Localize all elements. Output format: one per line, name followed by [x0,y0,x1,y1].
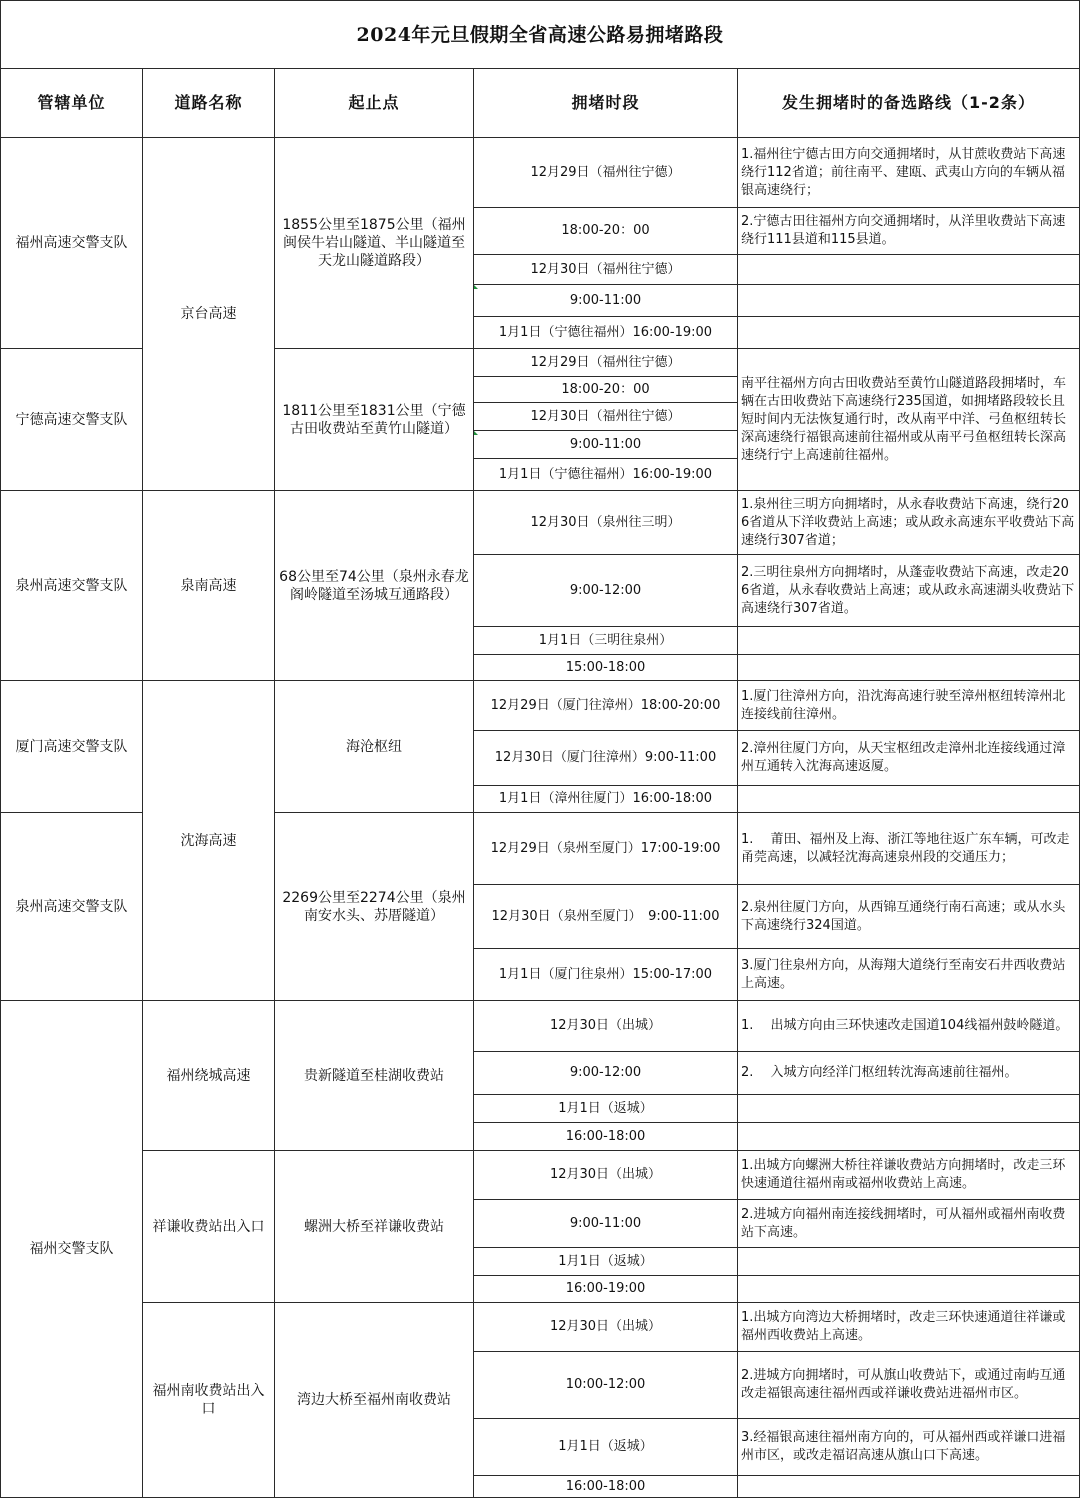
route-cell [738,949,1079,1000]
section-cell [275,138,473,348]
route-cell-text: 3.厦门往泉州方向，从海翔大道绕行至南安石井西收费站上高速。 [741,957,1066,991]
section-cell [275,349,473,490]
period-cell-text: 12月29日（福州往宁德） [530,354,681,370]
period-cell-text: 16:00-18:00 [565,1478,646,1494]
header-route: 发生拥堵时的备选路线（1-2条） [782,93,1035,112]
period-cell [474,377,737,402]
period-cell [474,208,737,254]
section-cell-text: 1811公里至1831公里（宁德古田收费站至黄竹山隧道） [282,402,466,437]
route-cell-text: 1.泉州往三明方向拥堵时，从永春收费站下高速，绕行206省道从下洋收费站上高速；或从政永高速东平收费站下高速绕行307省道； [741,496,1075,548]
grid-line [737,1122,1080,1123]
grid-line [0,1000,143,1001]
period-cell-text: 12月30日（泉州至厦门） 9:00-11:00 [491,908,720,924]
grid-line [737,490,1080,491]
unit-cell [1,491,142,680]
period-cell [474,885,737,948]
period-cell-text: 10:00-12:00 [565,1377,646,1392]
grid-line [473,785,738,786]
road-cell [143,681,274,1000]
grid-line [142,1150,275,1151]
period-cell-text: 16:00-18:00 [565,1128,646,1144]
period-cell [474,491,737,554]
grid-line [737,1094,1080,1095]
period-cell [474,1303,737,1351]
period-cell [474,459,737,490]
section-cell-text: 海沧枢纽 [346,738,402,755]
route-cell-text: 2.进城方向拥堵时，可从旗山收费站下，或通过南屿互通改走福银高速往福州西或祥谦收费站进福州市区。 [741,1368,1066,1401]
period-cell [474,813,737,884]
grid-line [274,490,474,491]
road-cell [143,491,274,680]
unit-cell-text: 泉州高速交警支队 [15,898,128,915]
grid-line [274,348,474,349]
road-cell-text: 沈海高速 [180,832,237,849]
period-cell-text: 18:00-20：00 [561,381,650,397]
cell-comment-marker [474,285,478,289]
grid-line [473,1475,738,1476]
period-cell [474,1151,737,1199]
road-cell-text: 福州绕城高速 [166,1067,251,1084]
period-cell [474,1200,737,1247]
period-cell [474,1276,737,1302]
period-cell [474,317,737,348]
route-cell-text: 南平往福州方向古田收费站至黄竹山隧道路段拥堵时，车辆在古田收费站下高速绕行235国道，如拥堵路段较长且短时间内无法恢复通行时，改从南平中洋、弓鱼枢纽转长深高速绕行福银高速前往福州或从南平弓鱼枢纽转长深高速绕行宁上高速前往福州。 [741,375,1067,463]
grid-line [737,884,1080,885]
grid-line [737,626,1080,627]
unit-cell-text: 福州高速交警支队 [15,235,128,251]
road-cell-text: 祥谦收费站出入口 [152,1218,265,1235]
grid-line [473,402,738,403]
route-cell-text: 3.经福银高速往福州南方向的，可从福州西或祥谦口进福州市区，或改走福诏高速从旗山口下高速。 [741,1430,1066,1463]
route-cell-text: 2.泉州往厦门方向，从西锦互通绕行南石高速；或从水头下高速绕行324国道。 [741,899,1066,933]
road-cell [143,1151,274,1302]
grid-line [473,812,738,813]
period-cell [474,1123,737,1150]
grid-line [737,654,1080,655]
section-cell [275,1001,473,1150]
period-cell [474,1476,737,1497]
grid-line [737,948,1080,949]
grid-line [737,316,1080,317]
period-cell-text: 12月29日（福州往宁德） [530,164,681,180]
grid-line [142,1000,275,1001]
grid-line [473,1302,738,1303]
grid-line [473,207,738,208]
section-cell-text: 68公里至74公里（泉州永春龙阁岭隧道至汤城互通路段） [279,568,469,603]
period-cell-text: 12月30日（泉州往三明） [530,514,681,530]
period-cell-text: 12月29日（泉州至厦门）17:00-19:00 [490,840,721,856]
grid-line [274,1000,474,1001]
grid-line [473,654,738,655]
header-section: 起止点 [348,93,400,112]
period-cell-text: 1月1日（返城） [558,1100,653,1116]
header-period: 拥堵时段 [571,93,640,112]
route-cell-text: 2.漳州往厦门方向，从天宝枢纽改走漳州北连接线通过漳州互通转入沈海高速返厦。 [741,741,1066,774]
grid-line [473,948,738,949]
grid-line [737,1247,1080,1248]
route-cell [738,138,1079,207]
grid-line [473,1418,738,1419]
period-cell [474,1052,737,1094]
route-cell [738,208,1079,254]
grid-line [473,1247,738,1248]
route-cell [738,885,1079,948]
period-cell-text: 9:00-11:00 [569,1215,642,1231]
period-cell-text: 1月1日（三明往泉州） [538,632,673,648]
period-cell-text: 1月1日（厦门往泉州）15:00-17:00 [498,966,713,982]
period-cell [474,555,737,626]
route-cell [738,555,1079,626]
grid-line [473,458,738,459]
period-cell-text: 1月1日（返城） [558,1253,653,1269]
period-cell-text: 18:00-20：00 [561,223,650,238]
grid-line [142,1302,275,1303]
period-cell [474,349,737,376]
period-cell [474,1095,737,1122]
unit-cell-text: 厦门高速交警支队 [15,738,128,755]
unit-cell [1,138,142,348]
route-cell [738,491,1079,554]
period-cell [474,786,737,812]
section-cell-text: 湾边大桥至福州南收费站 [297,1392,451,1408]
grid-line [473,284,738,285]
grid-line [737,812,1080,813]
grid-line [737,554,1080,555]
grid-line [737,680,1080,681]
period-cell [474,1419,737,1475]
header-unit: 管辖单位 [37,93,106,112]
route-cell [738,1200,1079,1247]
unit-cell [1,813,142,1000]
period-cell [474,655,737,680]
period-cell-text: 12月30日（出城） [549,1319,662,1334]
route-cell-text: 2.宁德古田往福州方向交通拥堵时，从洋里收费站下高速绕行111县道和115县道。 [741,214,1066,247]
period-cell-text: 12月30日（出城） [549,1018,662,1033]
period-cell [474,138,737,207]
period-cell-text: 9:00-11:00 [569,436,642,452]
period-cell [474,1001,737,1051]
period-cell-text: 1月1日（宁德往福州）16:00-19:00 [498,324,713,340]
grid-line [473,376,738,377]
route-cell-text: 2.三明往泉州方向拥堵时，从蓬壶收费站下高速，改走206省道，从永春收费站上高速；或从政永高速湖头收费站下高速绕行307省道。 [741,564,1075,616]
grid-line [473,1199,738,1200]
section-cell [275,1303,473,1497]
period-cell-text: 1月1日（返城） [558,1439,653,1454]
grid-line [473,1051,738,1052]
period-cell-text: 1月1日（漳州往厦门）16:00-18:00 [498,791,713,806]
period-cell [474,627,737,654]
period-cell [474,949,737,1000]
route-cell [738,1303,1079,1351]
grid-line [737,1475,1080,1476]
grid-line [274,1150,474,1151]
grid-line [274,812,474,813]
grid-line [473,680,738,681]
route-cell-text: 2. 入城方向经洋门枢纽转沈海高速前往福州。 [741,1065,1018,1080]
grid-line [0,68,1080,69]
grid-line [473,884,738,885]
grid-line [737,1051,1080,1052]
unit-cell [1,681,142,812]
grid-line [473,430,738,431]
section-cell [275,681,473,812]
grid-line [0,680,143,681]
road-cell [143,1303,274,1497]
route-cell [738,1352,1079,1418]
grid-line [473,1094,738,1095]
grid-line [737,1275,1080,1276]
road-cell-text: 福州南收费站出入口 [152,1383,265,1417]
grid-line [473,1122,738,1123]
grid-line [473,554,738,555]
grid-line [737,1150,1080,1151]
unit-cell [1,1001,142,1497]
grid-line [0,348,143,349]
section-cell-text: 贵新隧道至桂湖收费站 [304,1067,444,1084]
page-title: 2024年元旦假期全省高速公路易拥堵路段 [356,23,724,46]
period-cell-text: 1月1日（宁德往福州）16:00-19:00 [498,466,713,482]
period-cell-text: 9:00-12:00 [569,1065,642,1080]
grid-line [0,0,1080,1]
section-cell-text: 螺洲大桥至祥谦收费站 [304,1218,444,1235]
cell-comment-marker [474,431,478,435]
grid-line [737,1199,1080,1200]
grid-line [473,626,738,627]
grid-line [737,348,1080,349]
grid-line [473,316,738,317]
grid-line [737,1000,1080,1001]
grid-line [737,1351,1080,1352]
section-cell [275,813,473,1000]
grid-line [473,730,738,731]
header-road: 道路名称 [174,93,243,112]
route-cell-text: 1. 出城方向由三环快速改走国道104线福州鼓岭隧道。 [741,1018,1069,1033]
section-cell [275,491,473,680]
grid-line [737,785,1080,786]
grid-line [142,490,275,491]
period-cell [474,1352,737,1418]
period-cell [474,1248,737,1275]
period-cell [474,731,737,785]
grid-line [0,490,143,491]
period-cell [474,431,737,458]
period-cell-text: 16:00-19:00 [565,1281,646,1296]
route-cell-text: 1.厦门往漳州方向，沿沈海高速行驶至漳州枢纽转漳州北连接线前往漳州。 [741,688,1066,722]
period-cell [474,255,737,284]
route-cell-text: 2.进城方向福州南连接线拥堵时，可从福州或福州南收费站下高速。 [741,1206,1066,1240]
grid-line [737,207,1080,208]
period-cell [474,285,737,316]
road-cell-text: 京台高速 [180,306,237,322]
grid-line [473,348,738,349]
grid-line [473,1351,738,1352]
grid-line [737,1302,1080,1303]
route-cell-text: 1.出城方向湾边大桥拥堵时，改走三环快速通道往祥谦或福州西收费站上高速。 [741,1310,1066,1343]
period-cell [474,681,737,730]
period-cell-text: 12月30日（福州往宁德） [530,261,681,277]
road-cell [143,138,274,490]
route-cell-text: 1.福州往宁德古田方向交通拥堵时，从甘蔗收费站下高速绕行112省道；前往南平、建瓯、武夷山方向的车辆从福银高速绕行； [741,146,1066,198]
route-cell-text: 1. 莆田、福州及上海、浙江等地往返广东车辆，可改走甬莞高速，以减轻沈海高速泉州段的交通压力； [741,831,1070,865]
section-cell-text: 2269公里至2274公里（泉州南安水头、苏厝隧道） [282,889,466,924]
period-cell-text: 9:00-12:00 [569,582,642,598]
grid-line [737,730,1080,731]
grid-line [473,490,738,491]
unit-cell-text: 宁德高速交警支队 [15,411,128,428]
grid-line [0,812,143,813]
route-cell [738,813,1079,884]
section-cell [275,1151,473,1302]
grid-line [473,254,738,255]
period-cell-text: 12月30日（厦门往漳州）9:00-11:00 [494,750,717,765]
period-cell-text: 15:00-18:00 [565,659,646,675]
period-cell-text: 12月30日（出城） [549,1167,662,1182]
road-cell [143,1001,274,1150]
period-cell-text: 12月30日（福州往宁德） [530,408,681,424]
period-cell-text: 12月29日（厦门往漳州）18:00-20:00 [490,697,721,713]
period-cell [474,403,737,430]
unit-cell-text: 福州交警支队 [29,1241,114,1257]
period-cell-text: 9:00-11:00 [569,292,642,308]
route-cell [738,1419,1079,1475]
unit-cell-text: 泉州高速交警支队 [15,577,128,594]
grid-line [737,1418,1080,1419]
grid-line [737,254,1080,255]
route-cell [738,731,1079,785]
unit-cell [1,349,142,490]
route-cell [738,349,1079,490]
grid-line [737,284,1080,285]
road-cell-text: 泉南高速 [180,577,237,594]
grid-line [274,680,474,681]
grid-line [473,1275,738,1276]
route-cell [738,1052,1079,1094]
route-cell [738,1001,1079,1051]
route-cell [738,681,1079,730]
route-cell [738,1151,1079,1199]
grid-line [142,680,275,681]
grid-line [274,1302,474,1303]
route-cell-text: 1.出城方向螺洲大桥往祥谦收费站方向拥堵时，改走三环快速通道往福州南或福州收费站上高速。 [741,1158,1066,1191]
grid-line [473,1000,738,1001]
section-cell-text: 1855公里至1875公里（福州闽侯牛岩山隧道、半山隧道至天龙山隧道路段） [282,217,466,269]
grid-line [473,1150,738,1151]
